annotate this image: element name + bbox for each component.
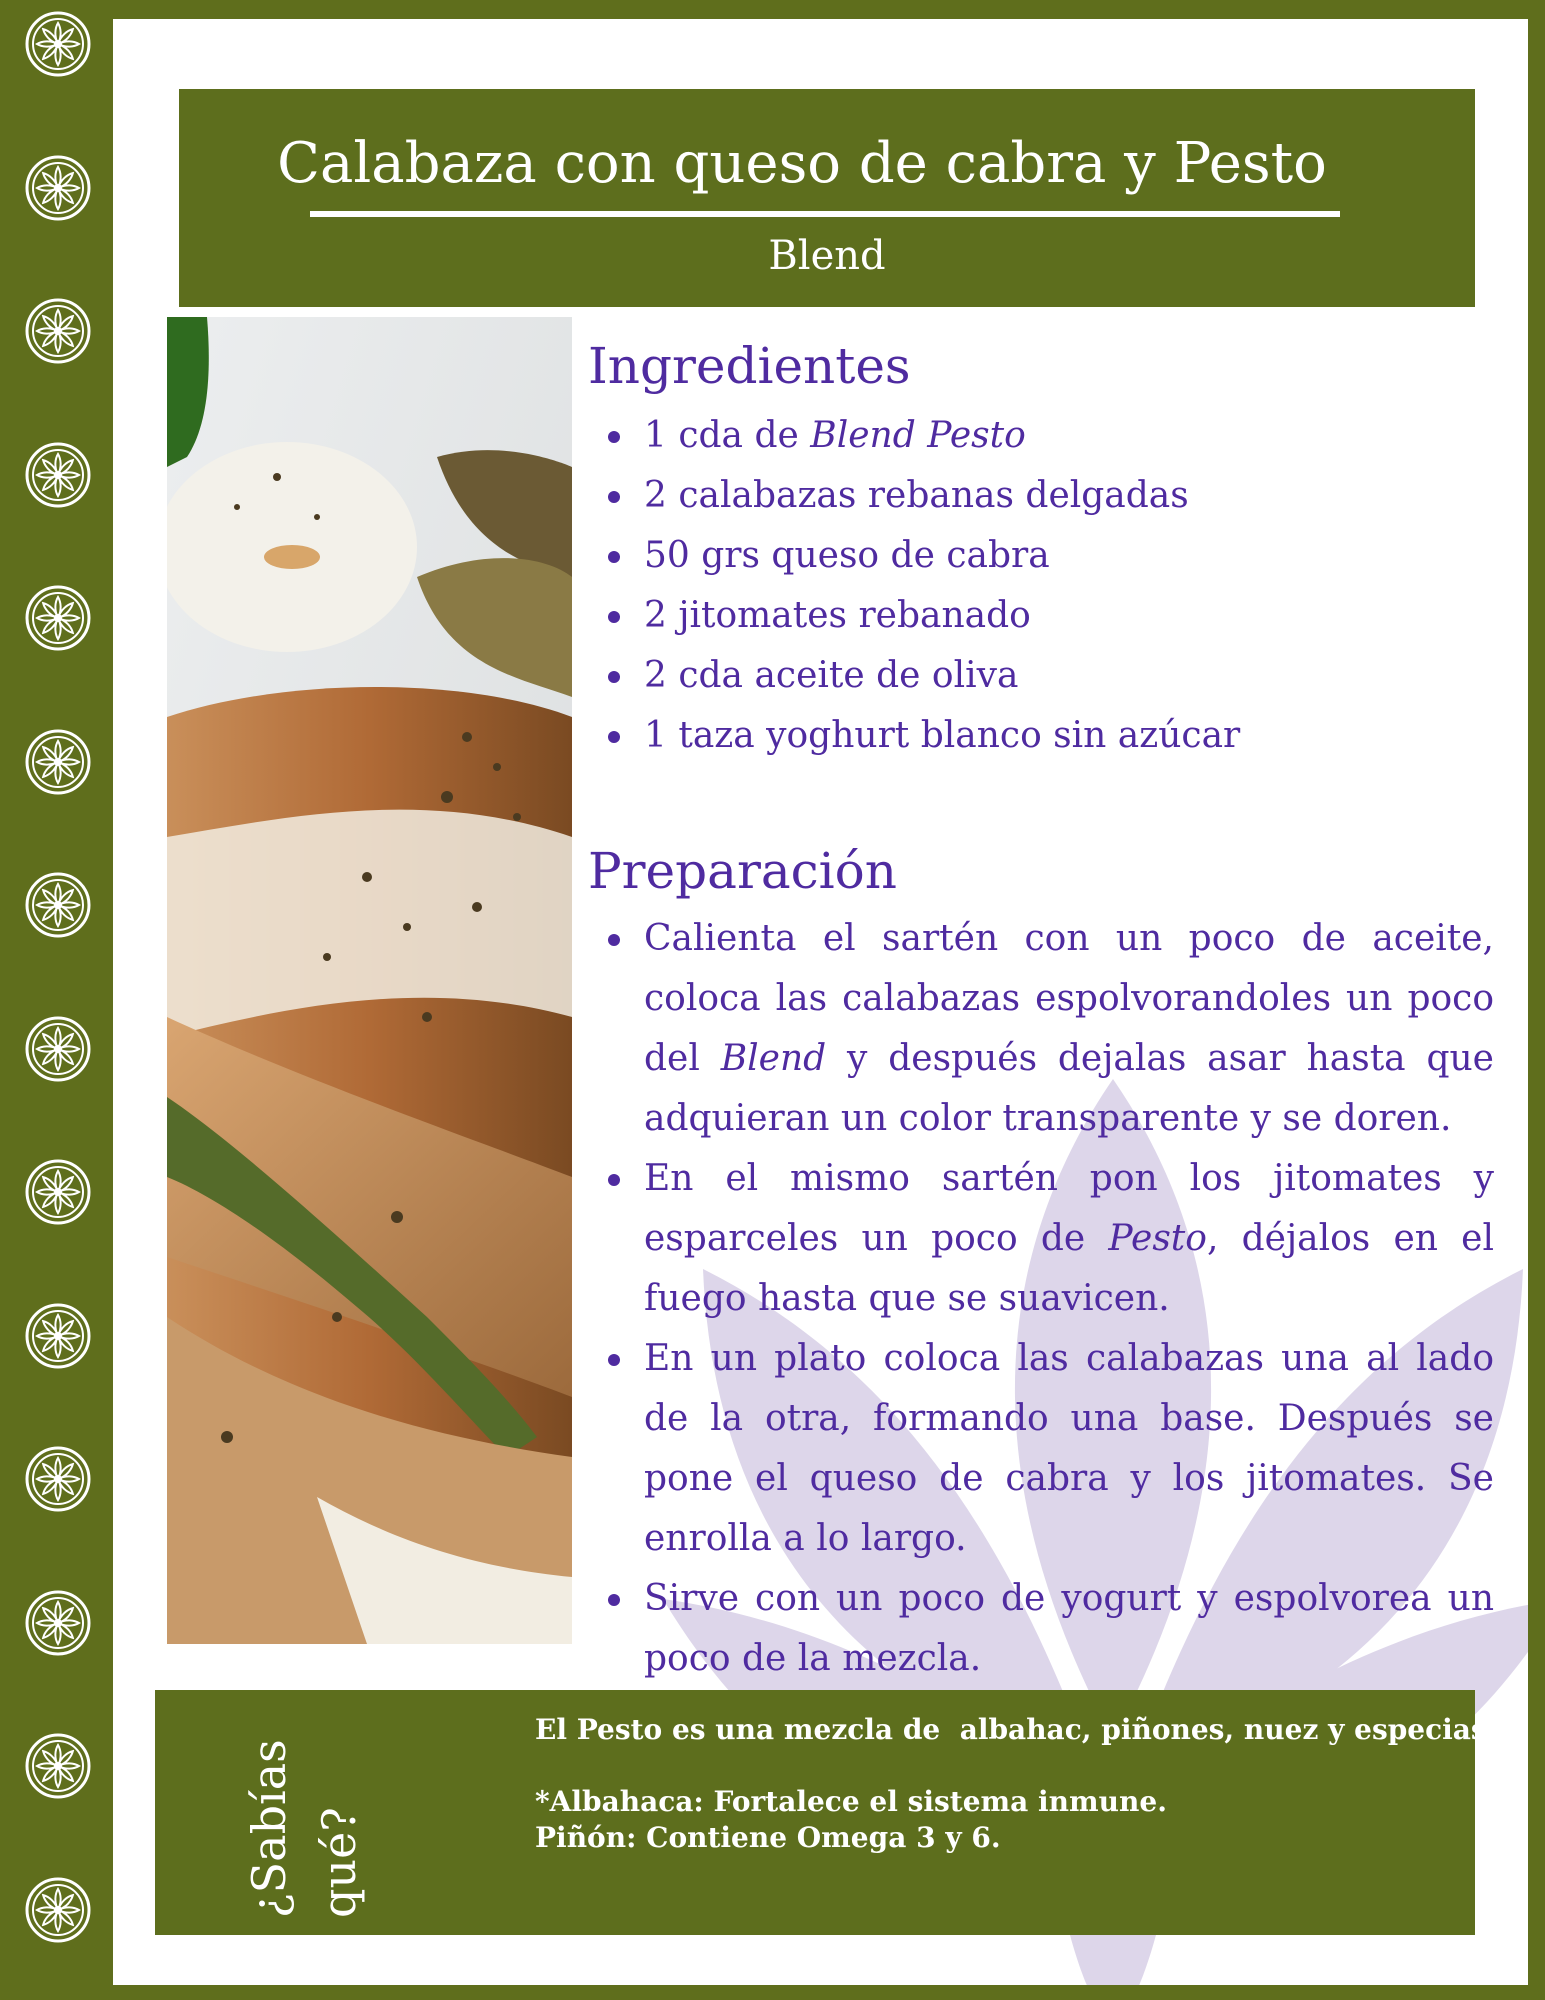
title-underline — [310, 211, 1340, 217]
did-you-know-text — [535, 1712, 1497, 1856]
ingredient-item: 1 taza yoghurt blanco sin azúcar — [588, 706, 1494, 766]
decorative-rail — [0, 0, 113, 2000]
ingredients-list — [588, 406, 1494, 766]
recipe-title: Calabaza con queso de cabra y Pesto — [277, 131, 1327, 196]
ingredient-item: 2 calabazas rebanas delgadas — [588, 466, 1494, 526]
did-you-know-box — [155, 1690, 1497, 1935]
lotus-badge-icon — [24, 1445, 92, 1513]
preparation-heading: Preparación — [588, 842, 897, 900]
lotus-badge-icon — [24, 1015, 92, 1083]
did-you-know-line2: qué? — [312, 1807, 366, 1918]
lotus-badge-icon — [24, 1158, 92, 1226]
lotus-badge-icon — [24, 10, 92, 78]
recipe-subtitle: Blend — [768, 233, 886, 279]
lotus-badge-icon — [24, 441, 92, 509]
ingredients-heading: Ingredientes — [588, 337, 911, 395]
pinon-note: Piñón: Contiene Omega 3 y 6. — [535, 1821, 1001, 1854]
preparation-step-item: En el mismo sartén pon los jitomates y esparceles un poco de Pesto, déjalos en el fuego hasta que se suavicen. — [588, 1149, 1494, 1329]
pesto-fact: El Pesto es una mezcla de albahac, piñones, nuez y especias. — [535, 1713, 1497, 1746]
lotus-badge-icon — [24, 871, 92, 939]
title-banner — [179, 89, 1475, 307]
lotus-badge-icon — [24, 1589, 92, 1657]
preparation-step-item: En un plato coloca las calabazas una al lado de la otra, formando una base. Después se pone el queso de cabra y los jitomates. Se enrolla a lo largo. — [588, 1329, 1494, 1569]
lotus-badge-icon — [24, 1876, 92, 1944]
lotus-badge-icon — [24, 584, 92, 652]
ingredient-item: 1 cda de Blend Pesto — [588, 406, 1494, 466]
zucchini-rolls-photo — [167, 317, 572, 1644]
ingredient-item: 2 jitomates rebanado — [588, 586, 1494, 646]
did-you-know-label — [215, 1708, 405, 1918]
lotus-badge-icon — [24, 1732, 92, 1800]
preparation-step-item: Calienta el sartén con un poco de aceite, coloca las calabazas espolvorandoles un poco del Blend y después dejalas asar hasta que adquieran un color transparente y se doren. — [588, 909, 1494, 1149]
preparation-step-item: Sirve con un poco de yogurt y espolvorea un poco de la mezcla. — [588, 1569, 1494, 1689]
lotus-badge-icon — [24, 728, 92, 796]
preparation-list — [588, 909, 1494, 1689]
ingredient-item: 50 grs queso de cabra — [588, 526, 1494, 586]
did-you-know-line1: ¿Sabías — [242, 1739, 296, 1918]
recipe-photo — [167, 317, 572, 1644]
ingredient-item: 2 cda aceite de oliva — [588, 646, 1494, 706]
albahaca-note: *Albahaca: Fortalece el sistema inmune. — [535, 1785, 1167, 1818]
lotus-badge-icon — [24, 297, 92, 365]
lotus-badge-icon — [24, 1302, 92, 1370]
lotus-badge-icon — [24, 154, 92, 222]
recipe-card — [113, 19, 1528, 1985]
